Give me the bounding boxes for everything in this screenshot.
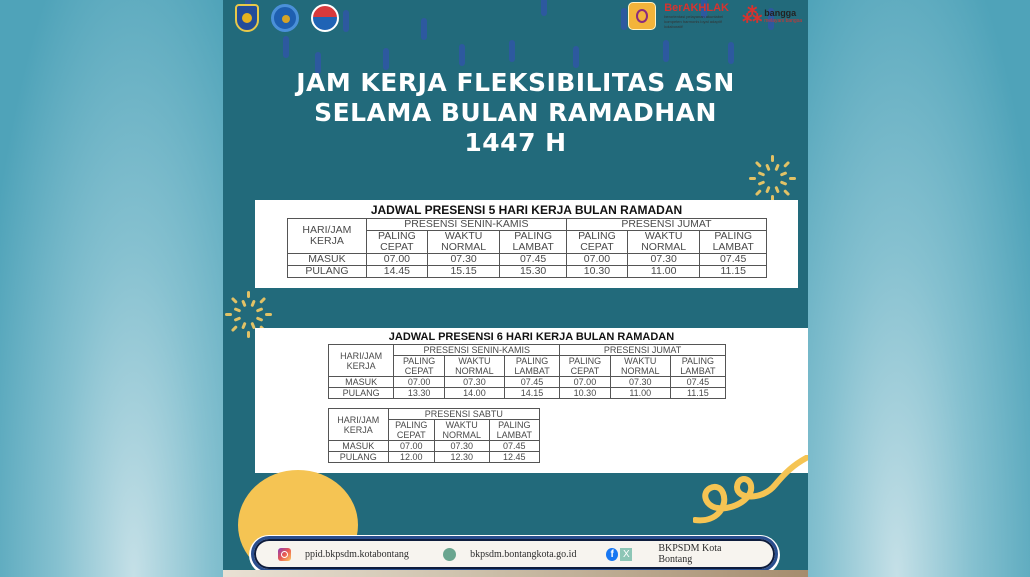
sub-header: PALING LAMBAT bbox=[504, 356, 559, 377]
sub-header: PALING CEPAT bbox=[566, 231, 627, 254]
logos-right bbox=[628, 2, 802, 30]
x-twitter-icon[interactable]: X bbox=[620, 548, 632, 561]
bkpsdm-logo-icon bbox=[271, 4, 299, 32]
footer-contact-bar bbox=[251, 536, 778, 572]
schedule-table-5-days bbox=[287, 218, 767, 278]
corner-header: HARI/JAM KERJA bbox=[329, 345, 394, 377]
group-header-jumat: PRESENSI JUMAT bbox=[560, 345, 726, 356]
bangga-melayani-logo: ⁂ bangga melayani bangsa bbox=[742, 5, 802, 27]
facebook-icon[interactable]: f bbox=[606, 548, 618, 561]
group-header-senin-kamis: PRESENSI SENIN-KAMIS bbox=[394, 345, 560, 356]
bangga-mark-icon: ⁂ bbox=[742, 5, 763, 27]
schedule-title-5-days: JADWAL PRESENSI 5 HARI KERJA BULAN RAMADAN bbox=[370, 203, 683, 217]
paper-texture-decoration bbox=[223, 570, 808, 577]
table-row: PULANG 12.00 12.30 12.45 bbox=[329, 452, 540, 463]
social-account-name: BKPSDM Kota Bontang bbox=[658, 543, 722, 565]
schedule-title-6-days: JADWAL PRESENSI 6 HARI KERJA BULAN RAMADAN bbox=[388, 331, 675, 343]
sub-header: WAKTU NORMAL bbox=[610, 356, 670, 377]
poster bbox=[223, 0, 808, 577]
corner-header: HARI/JAM KERJA bbox=[288, 219, 367, 254]
logos-left bbox=[235, 4, 339, 32]
schedule-table-6-days bbox=[328, 344, 726, 399]
sub-header: WAKTU NORMAL bbox=[434, 420, 489, 441]
group-header-jumat: PRESENSI JUMAT bbox=[566, 219, 766, 231]
sub-header: PALING CEPAT bbox=[394, 356, 445, 377]
footer-social[interactable] bbox=[606, 543, 751, 565]
website-link[interactable]: bkpsdm.bontangkota.go.id bbox=[470, 548, 577, 560]
sub-header: PALING CEPAT bbox=[560, 356, 611, 377]
table-row: MASUK 07.00 07.30 07.45 bbox=[329, 441, 540, 452]
group-header-sabtu: PRESENSI SABTU bbox=[388, 409, 539, 420]
globe-icon bbox=[443, 548, 456, 561]
table-row: PULANG 13.30 14.00 14.15 10.30 11.00 11.15 bbox=[329, 388, 726, 399]
sub-header: PALING CEPAT bbox=[366, 231, 427, 254]
kota-bontang-emblem-icon bbox=[235, 4, 259, 32]
title-line-1: JAM KERJA FLEKSIBILITAS ASN bbox=[296, 68, 735, 97]
table-row: MASUK 07.00 07.30 07.45 07.00 07.30 07.45 bbox=[288, 254, 767, 266]
sub-header: PALING CEPAT bbox=[388, 420, 434, 441]
squiggle-decoration-icon bbox=[693, 455, 808, 525]
instagram-handle[interactable]: ppid.bkpsdm.kotabontang bbox=[305, 548, 409, 560]
background-left bbox=[0, 0, 223, 577]
title-line-3: 1447 H bbox=[464, 128, 567, 157]
footer-instagram[interactable] bbox=[278, 548, 429, 561]
instagram-icon bbox=[278, 548, 291, 561]
title-line-2: SELAMA BULAN RAMADHAN bbox=[314, 98, 717, 127]
schedule-card-6-days bbox=[255, 328, 808, 473]
sub-header: PALING LAMBAT bbox=[489, 420, 539, 441]
schedule-table-saturday bbox=[328, 408, 540, 463]
ramadhan-logo-icon bbox=[628, 2, 656, 30]
sub-header: WAKTU NORMAL bbox=[627, 231, 699, 254]
group-header-senin-kamis: PRESENSI SENIN-KAMIS bbox=[366, 219, 566, 231]
sub-header: PALING LAMBAT bbox=[670, 356, 725, 377]
kemenpan-logo-icon bbox=[311, 4, 339, 32]
table-row: PULANG 14.45 15.15 15.30 10.30 11.00 11.15 bbox=[288, 266, 767, 278]
sub-header: PALING LAMBAT bbox=[700, 231, 767, 254]
background-right bbox=[808, 0, 1030, 577]
table-row: MASUK 07.00 07.30 07.45 07.00 07.30 07.45 bbox=[329, 377, 726, 388]
berakhlak-logo: BerAKHLAK berorientasi pelayanan akuntabel kompeten harmonis loyal adaptif kolaboratif bbox=[664, 2, 729, 29]
schedule-card-5-days bbox=[255, 200, 798, 288]
sparkle-decoration-icon bbox=[745, 148, 799, 202]
sub-header: WAKTU NORMAL bbox=[427, 231, 499, 254]
sub-header: PALING LAMBAT bbox=[500, 231, 567, 254]
footer-website[interactable] bbox=[443, 548, 594, 561]
corner-header: HARI/JAM KERJA bbox=[329, 409, 389, 441]
page-title bbox=[223, 68, 808, 158]
sub-header: WAKTU NORMAL bbox=[444, 356, 504, 377]
